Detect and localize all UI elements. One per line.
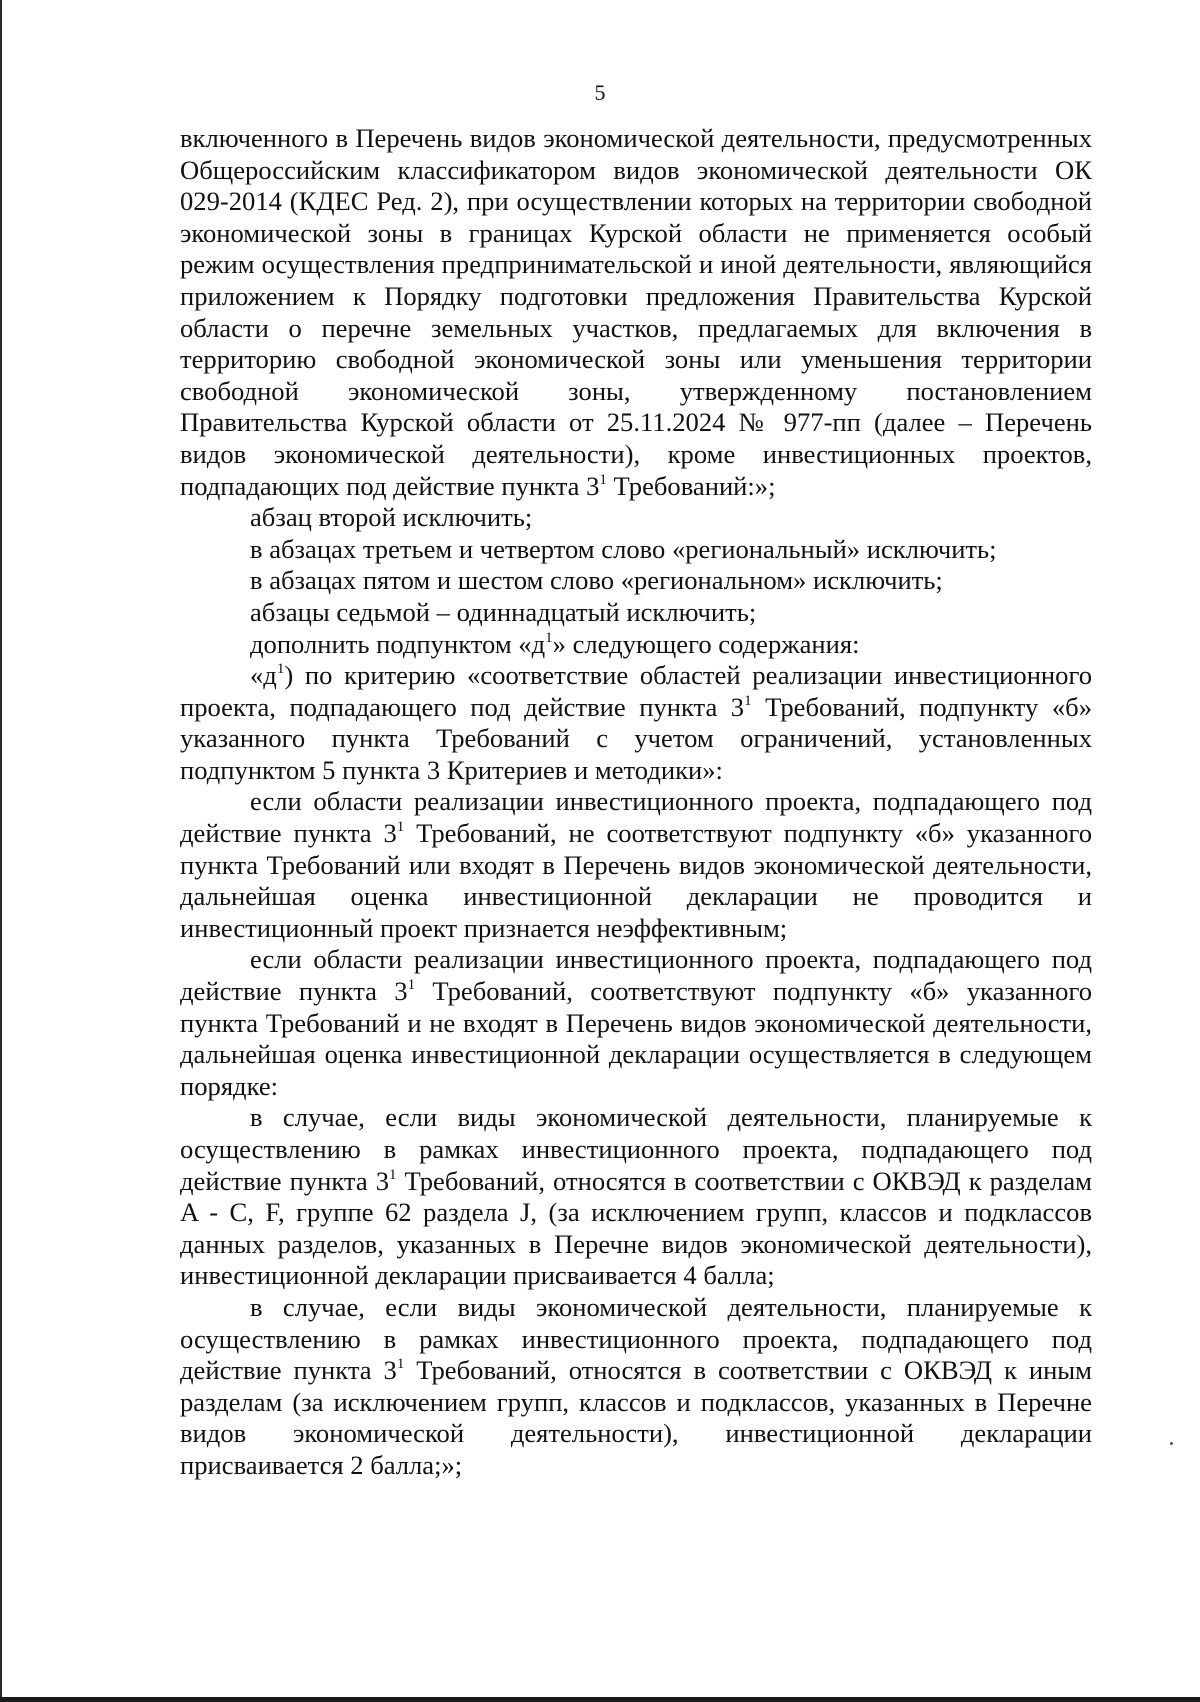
text-run: включенного в Перечень видов экономической деятельности, предусмотренных Общероссийским классификатором видов экономической деятельности ОК 029-2014 (КДЕС Ред. 2), при осуществлении которых на территории свободной экономической зоны в границах Курской области не применяется особый режим осуществления предпринимательской и иной деятельности, являющийся приложением к Порядку подготовки предложения Правительства Курской области о перечне земельных участков, предлагаемых для включения в территорию свободной экономической зоны или уменьшения территории свободной экономической зоны, утвержденному постановлением Правительства Курской области от 25.11.2024 № 977-пп (далее – Перечень видов экономической деятельности), кроме инвестиционных проектов, подпадающих под действие пункта 3 (180, 123, 1092, 501)
text-run: » следующего содержания: (552, 628, 860, 659)
superscript: 1 (744, 692, 752, 709)
paragraph (180, 629, 1092, 661)
paragraph (180, 123, 1092, 502)
paragraph (180, 597, 1092, 629)
scan-speck (1170, 1442, 1173, 1445)
text-run: если области реализации инвестиционного проекта, подпадающего под действие пункта 3 (180, 786, 1092, 849)
superscript: 1 (396, 1356, 405, 1373)
text-run: «д (250, 660, 277, 691)
paragraph (180, 786, 1092, 944)
text-run: Требований, относятся в соответствии с ОКВЭД к иным разделам (за исключением групп, классов и подклассов, указанных в Перечне видов экономической деятельности), инвестиционной декларации присваивается 2 балла;»; (180, 1355, 1092, 1480)
page-number: 5 (594, 80, 606, 105)
text-run: Требований:»; (606, 470, 776, 501)
superscript: 1 (396, 819, 405, 836)
text-run: если области реализации инвестиционного проекта, подпадающего под действие пункта 3 (180, 944, 1092, 1007)
text-run: дополнить подпунктом «д (250, 628, 546, 659)
text-run: в случае, если виды экономической деятельности, планируемые к осуществлению в рамках инвестиционного проекта, подпадающего под действие пункта 3 (180, 1291, 1092, 1386)
paragraph (180, 660, 1092, 786)
superscript: 1 (276, 661, 285, 678)
text-run: абзацы седьмой – одиннадцатый исключить; (250, 596, 757, 627)
scan-left-edge (0, 0, 2, 1702)
superscript: 1 (407, 977, 416, 994)
superscript: 1 (599, 471, 607, 488)
text-run: Требований, соответствуют подпункту «б» указанного пункта Требований и не входят в Перечень видов экономической деятельности, дальнейшая оценка инвестиционной декларации осуществляется в следующем порядке: (180, 976, 1092, 1101)
superscript: 1 (389, 1166, 397, 1183)
paragraph (180, 1102, 1092, 1292)
scan-bottom-edge (0, 1697, 1200, 1702)
text-run: Требований, подпункту «б» указанного пункта Требований с учетом ограничений, установленных подпунктом 5 пункта 3 Критериев и методики»: (180, 691, 1092, 785)
text-run: Требований, относятся в соответствии с ОКВЭД к разделам A - C, F, группе 62 раздела J, (за исключением групп, классов и подклассов данных разделов, указанных в Перечне видов экономической деятельности), инвестиционной декларации присваивается 4 балла; (180, 1165, 1092, 1291)
superscript: 1 (545, 629, 553, 646)
paragraph (180, 1292, 1092, 1482)
text-run: абзац второй исключить; (250, 502, 533, 533)
text-run: в абзацах пятом и шестом слово «региональном» исключить; (250, 565, 943, 596)
text-run: в абзацах третьем и четвертом слово «региональный» исключить; (250, 533, 997, 564)
text-run: ) по критерию «соответствие областей реализации инвестиционного проекта, подпадающего под действие пункта 3 (180, 660, 1092, 722)
text-run: в случае, если виды экономической деятельности, планируемые к осуществлению в рамках инвестиционного проекта, подпадающего под действие пункта 3 (180, 1102, 1092, 1196)
document-body (180, 123, 1092, 1482)
paragraph (180, 944, 1092, 1102)
paragraph (180, 534, 1092, 566)
paragraph (180, 565, 1092, 597)
text-run: Требований, не соответствуют подпункту «б» указанного пункта Требований или входят в Перечень видов экономической деятельности, дальнейшая оценка инвестиционной декларации не проводится и инвестиционный проект признается неэффективным; (180, 818, 1093, 943)
paragraph (180, 502, 1092, 534)
